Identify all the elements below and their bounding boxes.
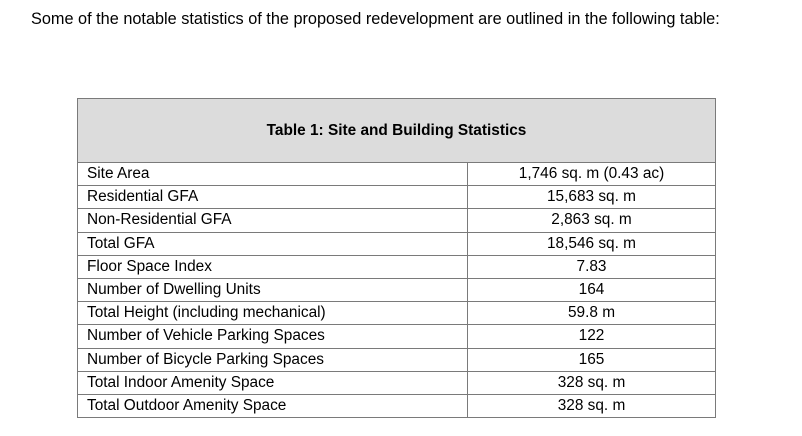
row-label: Total Indoor Amenity Space (78, 371, 468, 394)
table-row (78, 278, 716, 301)
row-label: Site Area (78, 163, 468, 186)
table-row (78, 209, 716, 232)
table-row (78, 394, 716, 417)
row-value: 165 (468, 348, 716, 371)
table-caption-row (78, 99, 716, 163)
row-label: Number of Vehicle Parking Spaces (78, 325, 468, 348)
table-row (78, 163, 716, 186)
row-value: 1,746 sq. m (0.43 ac) (468, 163, 716, 186)
table-row (78, 232, 716, 255)
row-value: 164 (468, 278, 716, 301)
table-row (78, 348, 716, 371)
row-label: Floor Space Index (78, 255, 468, 278)
row-value: 18,546 sq. m (468, 232, 716, 255)
table-row (78, 302, 716, 325)
row-value: 7.83 (468, 255, 716, 278)
row-value: 2,863 sq. m (468, 209, 716, 232)
table-row (78, 325, 716, 348)
site-building-statistics-table (77, 98, 716, 418)
row-label: Total Outdoor Amenity Space (78, 394, 468, 417)
intro-paragraph: Some of the notable statistics of the proposed redevelopment are outlined in the following table: (31, 10, 720, 28)
row-value: 122 (468, 325, 716, 348)
table-caption: Table 1: Site and Building Statistics (78, 99, 716, 163)
row-label: Number of Dwelling Units (78, 278, 468, 301)
table-row (78, 255, 716, 278)
table-row (78, 186, 716, 209)
row-label: Non-Residential GFA (78, 209, 468, 232)
table-row (78, 371, 716, 394)
row-value: 59.8 m (468, 302, 716, 325)
row-label: Total Height (including mechanical) (78, 302, 468, 325)
row-value: 328 sq. m (468, 371, 716, 394)
row-label: Total GFA (78, 232, 468, 255)
row-label: Residential GFA (78, 186, 468, 209)
row-label: Number of Bicycle Parking Spaces (78, 348, 468, 371)
row-value: 15,683 sq. m (468, 186, 716, 209)
row-value: 328 sq. m (468, 394, 716, 417)
